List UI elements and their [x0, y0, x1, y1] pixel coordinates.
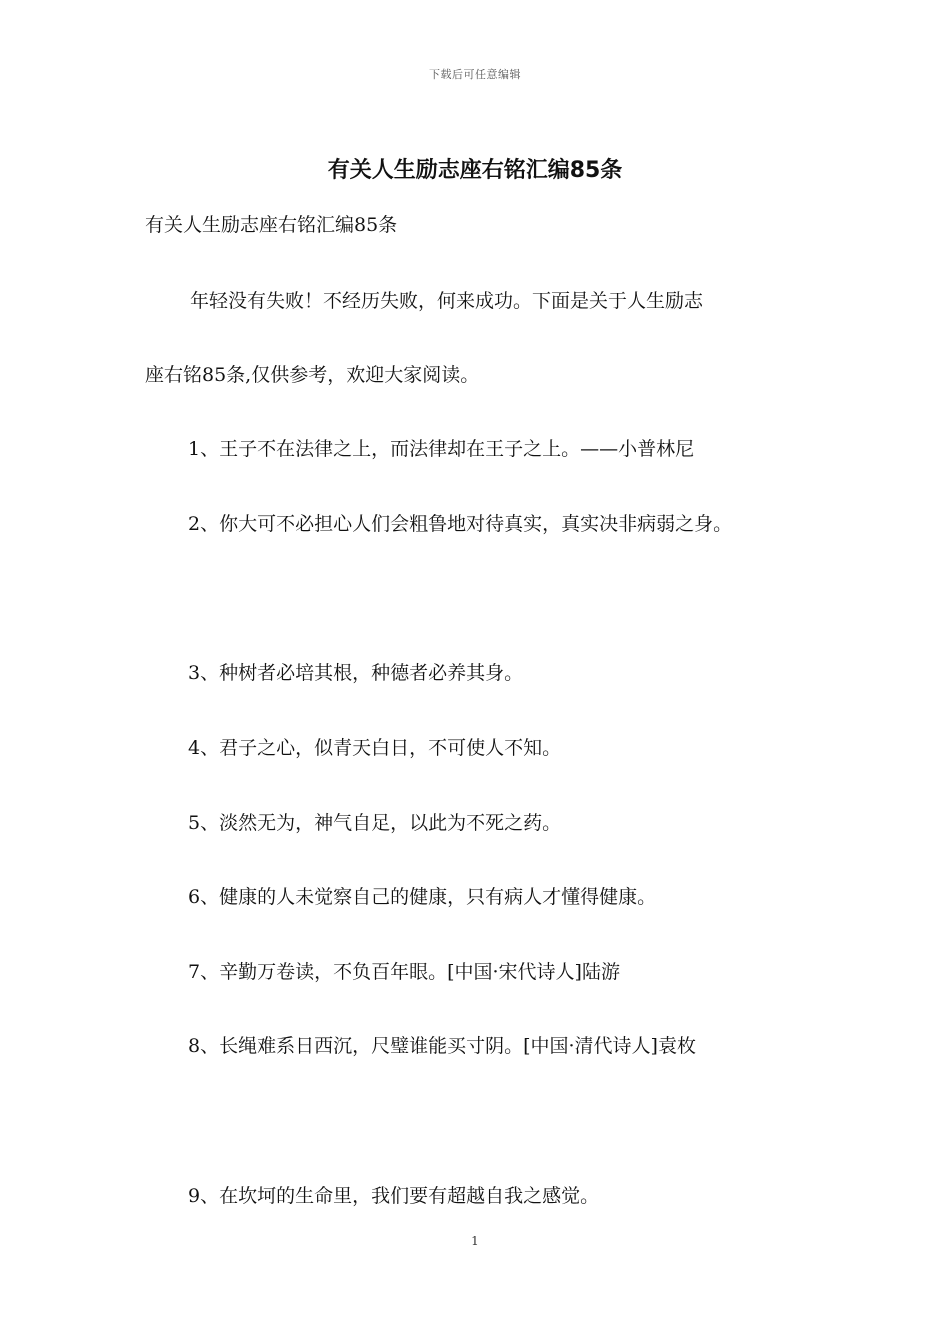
motto-item-1: 1、王子不在法律之上，而法律却在王子之上。——小普林尼	[188, 438, 695, 460]
motto-item-8: 8、长绳难系日西沉，尺璧谁能买寸阴。[中国·清代诗人]袁枚	[188, 1035, 696, 1057]
intro-paragraph-line-2: 座右铭85条,仅供参考，欢迎大家阅读。	[145, 364, 480, 386]
motto-item-3: 3、种树者必培其根，种德者必养其身。	[188, 662, 524, 684]
document-title: 有关人生励志座右铭汇编85条	[327, 158, 623, 183]
motto-item-5: 5、淡然无为，神气自足，以此为不死之药。	[188, 812, 562, 834]
intro-paragraph-line-1: 年轻没有失败！不经历失败，何来成功。下面是关于人生励志	[190, 290, 704, 312]
motto-item-9: 9、在坎坷的生命里，我们要有超越自我之感觉。	[188, 1185, 600, 1207]
page-header-note: 下载后可任意编辑	[429, 68, 521, 81]
motto-item-4: 4、君子之心，似青天白日，不可使人不知。	[188, 737, 562, 759]
document-subtitle: 有关人生励志座右铭汇编85条	[145, 214, 398, 236]
motto-item-6: 6、健康的人未觉察自己的健康，只有病人才懂得健康。	[188, 886, 657, 908]
motto-item-7: 7、辛勤万卷读，不负百年眼。[中国·宋代诗人]陆游	[188, 961, 620, 983]
motto-item-2: 2、你大可不必担心人们会粗鲁地对待真实，真实决非病弱之身。	[188, 513, 733, 535]
page-number: 1	[471, 1234, 479, 1248]
